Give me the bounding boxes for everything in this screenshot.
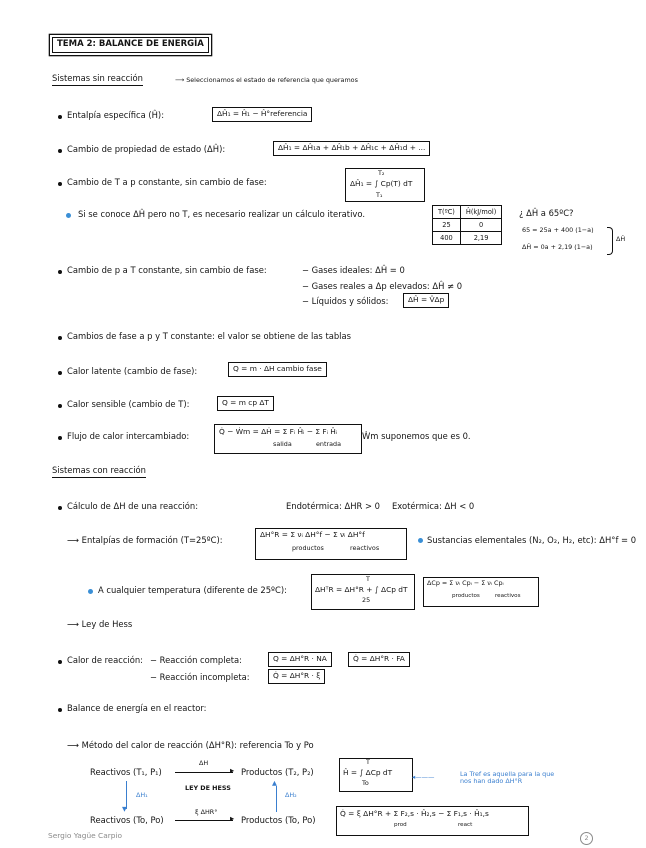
elemental-note: Sustancias elementales (N₂, O₂, H₂, etc): ΔH°f = 0 [427, 535, 637, 545]
table-header: T(ºC) [433, 206, 461, 219]
bullet [58, 660, 62, 664]
arrow-top-line [175, 772, 233, 773]
section-heading-no-reaction: Sistemas sin reacción [52, 74, 143, 86]
incomplete-reaction-formula: Q̇ = ΔH°R · ξ [268, 669, 325, 684]
reaction-dh-label: Cálculo de ΔH de una reacción: [67, 501, 199, 511]
state-property-formula: ΔĤ₁ = ΔĤ₁a + ΔĤ₁b + ΔĤ₁c + ΔĤ₁d + ... [273, 141, 430, 156]
heat-flow-sub-out: salida [273, 440, 292, 448]
complete-reaction: − Reacción completa: [150, 655, 242, 665]
temp-change-formula: ΔĤ₁ = ∫ Cp(T) dT [350, 179, 413, 188]
bullet [58, 506, 62, 510]
table-cell: 2,19 [460, 232, 501, 245]
exothermic: Exotérmica: ΔH < 0 [392, 501, 475, 511]
blue-bullet [66, 213, 71, 218]
arrow-right-head: ▲ [272, 779, 277, 787]
sensible-heat-label: Calor sensible (cambio de T): [67, 399, 190, 409]
reaction-heat-method: ⟶ Método del calor de reacción (ΔH°R): referencia To y Po [67, 740, 314, 750]
liquids-solids: − Líquidos y sólidos: [302, 296, 389, 306]
table-cell: 0 [460, 219, 501, 232]
heat-flow-formula: Q̇ − Ẇm = ΔḢ = Σ Fᵢ Ĥᵢ − Σ Fᵢ Ĥᵢ [219, 427, 338, 436]
xi-delta-label: ξ ΔHR° [195, 808, 218, 816]
arrow-left-head: ▼ [122, 805, 127, 813]
bullet [58, 371, 62, 375]
integral-lower-limit: T₁ [376, 191, 383, 199]
any-temperature-upper: T [366, 575, 370, 583]
specific-enthalpy-formula: ΔĤ₁ = Ĥ₁ − Ĥ°referencia [212, 107, 312, 122]
table-row [433, 232, 502, 245]
arrow-bottom-head: ▸ [230, 813, 235, 823]
hess-law: ⟶ Ley de Hess [67, 619, 133, 629]
table-cell: 400 [433, 232, 461, 245]
complete-reaction-formula-1: Q = ΔH°R · NA [268, 652, 332, 667]
dcp-sub-products: productos [452, 593, 480, 599]
bullet [58, 149, 62, 153]
table-header-row [433, 206, 502, 219]
tref-note: La Tref es aquella para la que nos han dado ΔH°R [460, 770, 555, 786]
products-bottom: Productos (To, Po) [241, 815, 316, 825]
heat-flow-sub-in: entrada [316, 440, 342, 448]
sensible-heat-formula: Q = m cp ΔT [217, 396, 274, 411]
reactants-top: Reactivos (T₁, P₁) [90, 767, 162, 777]
integral-upper-limit: T₂ [378, 169, 385, 177]
reaction-heat-label: Calor de reacción: [67, 655, 144, 665]
iteration-result: ΔĤ [616, 235, 626, 243]
iteration-line-1: 65 = 25a + 400 (1−a) [522, 226, 594, 234]
bullet [58, 436, 62, 440]
temp-change-label: Cambio de T a p constante, sin cambio de fase: [67, 177, 267, 187]
bullet [58, 708, 62, 712]
ideal-gases: − Gases ideales: ΔĤ = 0 [302, 265, 405, 275]
dcp-sub-reactants: reactivos [495, 593, 521, 599]
formation-sub-reactants: reactivos [350, 544, 380, 552]
table-header: Ĥ(kJ/mol) [460, 206, 501, 219]
real-gases: − Gases reales a Δp elevados: ΔĤ ≠ 0 [302, 281, 463, 291]
final-formula: Q̇ = ξ ΔH°R + Σ F₂,s · Ĥ₂,s − Σ F₁,s · Ĥ₁,s [340, 809, 489, 818]
arrow-right-line [276, 786, 277, 812]
arrow-top-head: ▸ [230, 765, 235, 775]
endothermic: Endotérmica: ΔHR > 0 [286, 501, 380, 511]
author: Sergio Yagüe Carpio [48, 831, 123, 840]
bullet [58, 115, 62, 119]
work-note: Ẇm suponemos que es 0. [362, 431, 471, 441]
any-temperature-lower: 25 [362, 596, 371, 604]
page-number: 2 [580, 832, 593, 845]
blue-bullet [88, 589, 93, 594]
enthalpy-table [432, 205, 502, 245]
reference-note: ⟶ Seleccionamos el estado de referencia que queramos [175, 76, 358, 84]
liquids-solids-formula: ΔĤ = V̂Δp [403, 293, 449, 308]
formation-enthalpy-label: ⟶ Entalpías de formación (T=25ºC): [67, 535, 223, 545]
tref-arrow: ◂——— [412, 773, 435, 781]
table-row [433, 219, 502, 232]
products-top: Productos (T₂, P₂) [241, 767, 314, 777]
final-sub-prod: prod [394, 822, 407, 828]
delta-h1-label: ΔH₁ [136, 791, 148, 799]
bullet [58, 336, 62, 340]
state-property-label: Cambio de propiedad de estado (ΔĤ): [67, 144, 226, 154]
reactants-bottom: Reactivos (To, Po) [90, 815, 164, 825]
arrow-bottom-line [175, 820, 233, 821]
h-upper-limit: T [366, 758, 370, 766]
page-title: TEMA 2: BALANCE DE ENERGÍA [52, 37, 209, 53]
any-temperature-label: A cualquier temperatura (diferente de 25ºC): [98, 585, 287, 595]
delta-h-label: ΔH [199, 759, 209, 767]
energy-balance-label: Balance de energía en el reactor: [67, 703, 207, 713]
h-formula: Ĥ = ∫ ΔCp dT [343, 768, 393, 777]
heat-flow-label: Flujo de calor intercambiado: [67, 431, 190, 441]
final-sub-react: react [458, 822, 473, 828]
specific-enthalpy-label: Entalpía específica (Ĥ): [67, 110, 165, 120]
phase-change-note: Cambios de fase a p y T constante: el valor se obtiene de las tablas [67, 331, 351, 341]
formation-formula: ΔH°R = Σ νᵢ ΔH°f − Σ νᵢ ΔH°f [260, 530, 365, 539]
blue-bullet [418, 538, 423, 543]
bullet [58, 404, 62, 408]
latent-heat-label: Calor latente (cambio de fase): [67, 366, 198, 376]
iterative-note: Si se conoce ΔĤ pero no T, es necesario realizar un cálculo iterativo. [78, 209, 365, 219]
incomplete-reaction: − Reacción incompleta: [150, 672, 250, 682]
complete-reaction-formula-2: Q̇ = ΔH°R · FA [348, 652, 410, 667]
iteration-question: ¿ ΔĤ a 65ºC? [519, 208, 574, 218]
bullet [58, 270, 62, 274]
hess-law-caption: LEY DE HESS [185, 784, 231, 792]
iteration-line-2: ΔĤ = 0a + 2,19 (1−a) [522, 243, 593, 251]
delta-h2-label: ΔH₂ [285, 791, 297, 799]
section-heading-reaction: Sistemas con reacción [52, 466, 146, 478]
bullet [58, 182, 62, 186]
dcp-formula: ΔCp = Σ νᵢ Cpᵢ − Σ νᵢ Cpᵢ [427, 579, 504, 587]
any-temperature-formula: ΔHᵀR = ΔH°R + ∫ ΔCp dT [315, 585, 408, 594]
table-cell: 25 [433, 219, 461, 232]
iteration-brace [607, 227, 613, 255]
pressure-change-label: Cambio de p a T constante, sin cambio de fase: [67, 265, 267, 275]
h-lower-limit: To [362, 779, 369, 787]
formation-sub-products: productos [292, 544, 324, 552]
latent-heat-formula: Q = m · ΔH cambio fase [228, 362, 327, 377]
